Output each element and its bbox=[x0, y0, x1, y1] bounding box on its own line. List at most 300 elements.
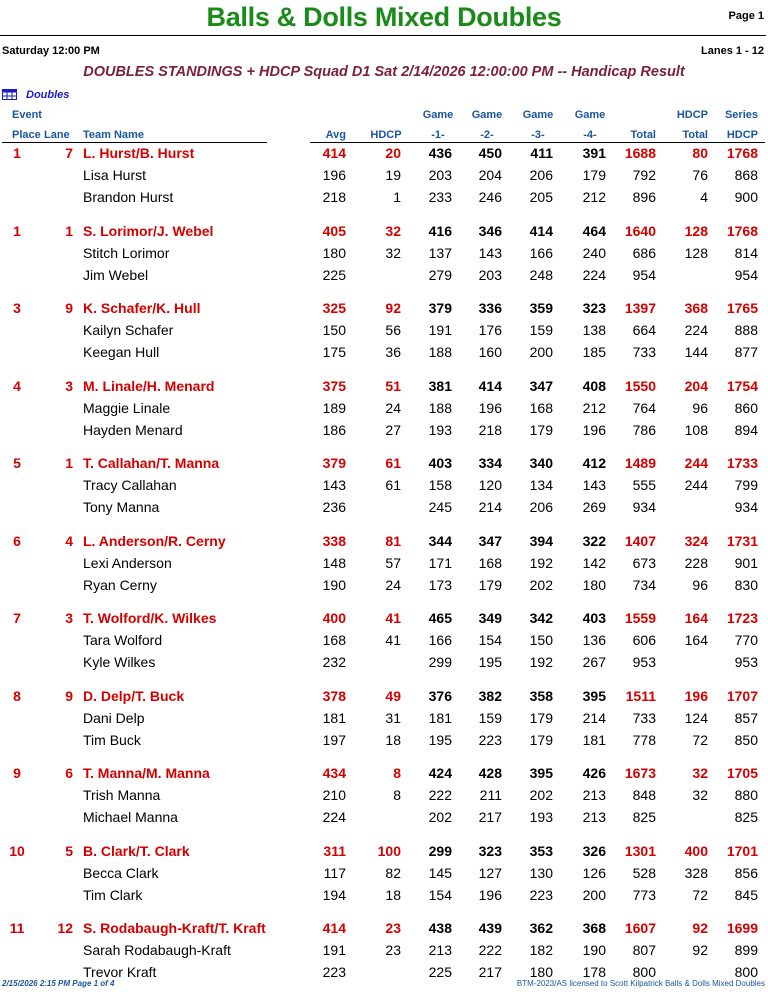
team-block bbox=[0, 455, 768, 532]
bowler-hdcp: 18 bbox=[385, 886, 401, 903]
bowler-row bbox=[0, 422, 768, 444]
bowler-g3: 206 bbox=[529, 167, 553, 183]
col-series-top: Series bbox=[724, 109, 758, 121]
team-g1: 438 bbox=[428, 920, 452, 936]
section-label: Doubles bbox=[26, 89, 70, 101]
column-header-rule bbox=[310, 142, 765, 143]
team-hdcp: 100 bbox=[377, 842, 401, 859]
bowler-hdcp-total: 4 bbox=[700, 189, 708, 205]
bowler-hdcp-total: 228 bbox=[684, 554, 708, 571]
bowler-row bbox=[0, 942, 768, 964]
bowler-g4: 267 bbox=[582, 654, 606, 670]
team-g4: 326 bbox=[582, 842, 606, 859]
team-g2: 439 bbox=[478, 920, 502, 936]
team-hdcp: 32 bbox=[385, 222, 401, 239]
calendar-icon bbox=[2, 89, 17, 100]
bowler-series: 868 bbox=[734, 167, 758, 183]
team-hdcp: 49 bbox=[385, 687, 401, 704]
bowler-row bbox=[0, 400, 768, 422]
bowler-total: 764 bbox=[632, 399, 656, 416]
footer-license: BTM-2023/AS licensed to Scott Kilpatrick Balls & Dolls Mixed Doubles bbox=[516, 979, 765, 988]
team-name: T. Wolford/K. Wilkes bbox=[83, 610, 217, 626]
team-place: 6 bbox=[13, 532, 21, 549]
bowler-g1: 233 bbox=[428, 189, 452, 205]
team-place: 11 bbox=[9, 920, 25, 936]
bowler-g1: 171 bbox=[428, 554, 452, 571]
bowler-g2: 196 bbox=[478, 886, 502, 903]
bowler-name: Jim Webel bbox=[83, 266, 149, 283]
bowler-hdcp-total: 244 bbox=[684, 477, 708, 493]
bowler-g2: 168 bbox=[478, 554, 502, 571]
team-block bbox=[0, 533, 768, 610]
team-block bbox=[0, 378, 768, 455]
bowler-g3: 179 bbox=[529, 709, 553, 726]
team-total: 1673 bbox=[624, 765, 656, 781]
bowler-g1: 193 bbox=[428, 421, 452, 438]
team-place: 9 bbox=[13, 765, 21, 781]
bowler-series: 899 bbox=[734, 942, 758, 958]
team-series: 1707 bbox=[726, 687, 758, 704]
bowler-hdcp-total: 224 bbox=[684, 322, 708, 338]
bowler-avg: 225 bbox=[322, 266, 346, 283]
bowler-g2: 211 bbox=[479, 787, 502, 803]
bowler-g1: 202 bbox=[428, 809, 452, 825]
team-name: D. Delp/T. Buck bbox=[83, 687, 185, 704]
bowler-total: 733 bbox=[632, 709, 656, 726]
bowler-row bbox=[0, 654, 768, 676]
bowler-g3: 168 bbox=[529, 399, 553, 416]
bowler-name: Lisa Hurst bbox=[83, 167, 147, 183]
bowler-hdcp-total: 108 bbox=[684, 421, 708, 438]
team-g2: 450 bbox=[478, 145, 502, 161]
bowler-total: 792 bbox=[632, 167, 656, 183]
bowler-total: 896 bbox=[632, 189, 656, 205]
bowler-g3: 200 bbox=[529, 344, 553, 360]
bowler-g1: 225 bbox=[428, 964, 452, 980]
team-series: 1699 bbox=[726, 920, 758, 936]
bowler-g3: 159 bbox=[529, 322, 553, 338]
bowler-avg: 224 bbox=[322, 809, 346, 825]
team-row bbox=[0, 533, 768, 555]
bowler-total: 953 bbox=[632, 654, 656, 670]
bowler-g2: 143 bbox=[478, 244, 502, 261]
bowler-total: 555 bbox=[632, 477, 656, 493]
team-block bbox=[0, 843, 768, 920]
team-g3: 347 bbox=[529, 377, 553, 394]
team-g3: 394 bbox=[529, 532, 553, 549]
bowler-hdcp-total: 96 bbox=[692, 576, 708, 593]
bowler-g1: 299 bbox=[428, 654, 452, 670]
bowler-g4: 143 bbox=[582, 477, 606, 493]
bowler-g4: 212 bbox=[582, 399, 606, 416]
bowler-g4: 240 bbox=[582, 244, 606, 261]
bowler-total: 807 bbox=[632, 942, 656, 958]
bowler-hdcp-total: 32 bbox=[692, 787, 708, 803]
bowler-g4: 136 bbox=[582, 632, 606, 648]
col-hdcp-total: Total bbox=[682, 129, 708, 141]
team-avg: 414 bbox=[322, 145, 346, 161]
team-hdcp-total: 92 bbox=[692, 920, 708, 936]
team-lane: 3 bbox=[65, 377, 73, 394]
bowler-row bbox=[0, 477, 768, 499]
bowler-g2: 218 bbox=[478, 421, 502, 438]
bowler-total: 934 bbox=[632, 499, 656, 515]
team-series: 1765 bbox=[726, 300, 758, 316]
team-g3: 340 bbox=[529, 455, 553, 471]
bowler-g4: 181 bbox=[582, 731, 606, 748]
lanes-label: Lanes 1 - 12 bbox=[701, 45, 764, 57]
bowler-g4: 212 bbox=[582, 189, 606, 205]
team-lane: 9 bbox=[65, 300, 73, 316]
col-game-4-top: Game bbox=[574, 109, 606, 121]
bowler-series: 814 bbox=[734, 244, 758, 261]
bowler-g2: 246 bbox=[478, 189, 502, 205]
bowler-g3: 205 bbox=[529, 189, 553, 205]
team-g1: 436 bbox=[428, 145, 452, 161]
bowler-row bbox=[0, 555, 768, 577]
footer-print-date: 2/15/2026 2:15 PM Page 1 of 4 bbox=[2, 979, 115, 988]
bowler-g1: 188 bbox=[428, 344, 452, 360]
team-series: 1701 bbox=[726, 842, 758, 859]
team-hdcp-total: 80 bbox=[692, 145, 708, 161]
bowler-hdcp: 56 bbox=[385, 322, 401, 338]
bowler-name: Trish Manna bbox=[83, 787, 161, 803]
bowler-name: Tracy Callahan bbox=[83, 477, 177, 493]
team-g4: 408 bbox=[582, 377, 606, 394]
bowler-hdcp: 27 bbox=[385, 421, 401, 438]
team-g4: 426 bbox=[582, 765, 606, 781]
team-row bbox=[0, 300, 768, 322]
team-row bbox=[0, 765, 768, 787]
bowler-g3: 193 bbox=[529, 809, 553, 825]
bowler-hdcp-total: 76 bbox=[692, 167, 708, 183]
bowler-g3: 150 bbox=[529, 632, 553, 648]
team-series: 1731 bbox=[726, 532, 758, 549]
team-lane: 9 bbox=[65, 687, 73, 704]
bowler-row bbox=[0, 710, 768, 732]
bowler-avg: 175 bbox=[322, 344, 346, 360]
bowler-g4: 213 bbox=[582, 809, 606, 825]
bowler-hdcp-total: 72 bbox=[692, 731, 708, 748]
bowler-g3: 202 bbox=[529, 576, 553, 593]
bowler-hdcp-total: 124 bbox=[684, 709, 708, 726]
bowler-avg: 232 bbox=[322, 654, 346, 670]
team-block bbox=[0, 223, 768, 300]
team-g1: 424 bbox=[428, 765, 452, 781]
bowler-total: 528 bbox=[632, 864, 656, 881]
bowler-g3: 134 bbox=[529, 477, 553, 493]
bowler-total: 800 bbox=[632, 964, 656, 980]
team-avg: 400 bbox=[322, 610, 346, 626]
bowler-name: Lexi Anderson bbox=[83, 554, 172, 571]
bowler-g4: 190 bbox=[582, 942, 606, 958]
col-game-3: -3- bbox=[531, 129, 545, 141]
team-avg: 379 bbox=[322, 455, 346, 471]
team-hdcp: 23 bbox=[385, 920, 401, 936]
bowler-row bbox=[0, 865, 768, 887]
team-g2: 414 bbox=[478, 377, 502, 394]
team-series: 1768 bbox=[726, 222, 758, 239]
bowler-g1: 195 bbox=[428, 731, 452, 748]
bowler-name: Becca Clark bbox=[83, 864, 159, 881]
bowler-g2: 127 bbox=[478, 864, 502, 881]
team-place: 1 bbox=[13, 222, 21, 239]
bowler-hdcp: 8 bbox=[393, 787, 401, 803]
bowler-avg: 143 bbox=[322, 477, 346, 493]
team-total: 1407 bbox=[624, 532, 656, 549]
team-series: 1754 bbox=[726, 377, 758, 394]
bowler-g4: 138 bbox=[582, 322, 606, 338]
team-hdcp: 8 bbox=[393, 765, 401, 781]
team-total: 1397 bbox=[624, 300, 656, 316]
team-name: B. Clark/T. Clark bbox=[83, 842, 190, 859]
bowler-hdcp: 18 bbox=[385, 731, 401, 748]
team-place: 7 bbox=[13, 610, 21, 626]
team-hdcp: 41 bbox=[385, 610, 401, 626]
team-lane: 4 bbox=[65, 532, 73, 549]
team-g4: 412 bbox=[582, 455, 606, 471]
bowler-name: Keegan Hull bbox=[83, 344, 160, 360]
bowler-g4: 213 bbox=[582, 787, 606, 803]
column-header-rule bbox=[2, 142, 267, 143]
team-g3: 359 bbox=[529, 300, 553, 316]
team-g3: 414 bbox=[529, 222, 553, 239]
bowler-g2: 217 bbox=[478, 964, 502, 980]
bowler-g1: 173 bbox=[428, 576, 452, 593]
team-g3: 362 bbox=[529, 920, 553, 936]
bowler-series: 880 bbox=[734, 787, 758, 803]
bowler-avg: 210 bbox=[322, 787, 346, 803]
bowler-series: 900 bbox=[734, 189, 758, 205]
team-row bbox=[0, 610, 768, 632]
team-row bbox=[0, 145, 768, 167]
bowler-g3: 130 bbox=[529, 864, 553, 881]
team-hdcp-total: 196 bbox=[684, 687, 708, 704]
bowler-series: 830 bbox=[734, 576, 758, 593]
col-team-name: Team Name bbox=[83, 129, 144, 141]
bowler-series: 800 bbox=[734, 964, 758, 980]
team-g4: 323 bbox=[582, 300, 606, 316]
bowler-row bbox=[0, 167, 768, 189]
header-divider bbox=[0, 35, 766, 36]
bowler-g1: 145 bbox=[428, 864, 452, 881]
col-game-2-top: Game bbox=[471, 109, 503, 121]
team-lane: 5 bbox=[65, 842, 73, 859]
bowler-row bbox=[0, 809, 768, 831]
bowler-g4: 142 bbox=[582, 554, 606, 571]
bowler-g1: 181 bbox=[428, 709, 452, 726]
team-avg: 434 bbox=[322, 765, 346, 781]
bowler-hdcp: 1 bbox=[393, 189, 401, 205]
bowler-total: 778 bbox=[632, 731, 656, 748]
team-g1: 344 bbox=[428, 532, 452, 549]
bowler-hdcp-total: 72 bbox=[692, 886, 708, 903]
team-g1: 465 bbox=[428, 610, 452, 626]
bowler-hdcp-total: 92 bbox=[692, 942, 708, 958]
bowler-name: Brandon Hurst bbox=[83, 189, 174, 205]
team-block bbox=[0, 688, 768, 765]
bowler-name: Dani Delp bbox=[83, 709, 145, 726]
bowler-g4: 224 bbox=[582, 266, 606, 283]
bowler-series: 845 bbox=[734, 886, 758, 903]
team-g4: 391 bbox=[582, 145, 606, 161]
bowler-g1: 158 bbox=[428, 477, 452, 493]
squad-day-time: Saturday 12:00 PM bbox=[2, 45, 100, 57]
col-game-2: -2- bbox=[480, 129, 494, 141]
bowler-avg: 181 bbox=[322, 709, 346, 726]
bowler-row bbox=[0, 732, 768, 754]
team-g4: 322 bbox=[582, 532, 606, 549]
bowler-total: 773 bbox=[632, 886, 656, 903]
bowler-g2: 204 bbox=[478, 167, 502, 183]
team-name: T. Callahan/T. Manna bbox=[83, 455, 220, 471]
bowler-name: Kyle Wilkes bbox=[83, 654, 156, 670]
bowler-name: Sarah Rodabaugh-Kraft bbox=[83, 942, 231, 958]
bowler-series: 953 bbox=[734, 654, 758, 670]
team-avg: 405 bbox=[322, 222, 346, 239]
bowler-g4: 185 bbox=[582, 344, 606, 360]
bowler-name: Tony Manna bbox=[83, 499, 160, 515]
bowler-g2: 179 bbox=[478, 576, 502, 593]
team-row bbox=[0, 920, 768, 942]
team-row bbox=[0, 688, 768, 710]
bowler-avg: 191 bbox=[322, 942, 346, 958]
bowler-g2: 214 bbox=[478, 499, 502, 515]
bowler-avg: 180 bbox=[322, 244, 346, 261]
team-total: 1489 bbox=[624, 455, 656, 471]
bowler-g4: 178 bbox=[582, 964, 606, 980]
bowler-series: 877 bbox=[734, 344, 758, 360]
bowler-g1: 245 bbox=[428, 499, 452, 515]
team-avg: 375 bbox=[322, 377, 346, 394]
bowler-row bbox=[0, 344, 768, 366]
bowler-g4: 196 bbox=[582, 421, 606, 438]
col-game-1-top: Game bbox=[422, 109, 454, 121]
bowler-total: 734 bbox=[632, 576, 656, 593]
bowler-series: 857 bbox=[734, 709, 758, 726]
bowler-name: Hayden Menard bbox=[83, 421, 183, 438]
team-lane: 7 bbox=[65, 145, 73, 161]
team-g4: 368 bbox=[582, 920, 606, 936]
team-g1: 403 bbox=[428, 455, 452, 471]
bowler-hdcp: 32 bbox=[385, 244, 401, 261]
team-hdcp-total: 400 bbox=[684, 842, 708, 859]
bowler-g3: 192 bbox=[529, 554, 553, 571]
team-g2: 334 bbox=[478, 455, 502, 471]
bowler-g2: 160 bbox=[478, 344, 502, 360]
bowler-total: 954 bbox=[632, 266, 656, 283]
bowler-g1: 279 bbox=[428, 266, 452, 283]
team-hdcp-total: 164 bbox=[684, 610, 708, 626]
bowler-series: 954 bbox=[734, 266, 758, 283]
bowler-series: 888 bbox=[734, 322, 758, 338]
bowler-g3: 166 bbox=[529, 244, 553, 261]
bowler-g2: 120 bbox=[478, 477, 502, 493]
bowler-avg: 168 bbox=[322, 632, 346, 648]
team-total: 1511 bbox=[625, 687, 656, 704]
bowler-g4: 200 bbox=[582, 886, 606, 903]
team-lane: 1 bbox=[65, 222, 73, 239]
bowler-g1: 137 bbox=[428, 244, 452, 261]
team-g1: 416 bbox=[428, 222, 452, 239]
bowler-row bbox=[0, 787, 768, 809]
bowler-avg: 236 bbox=[322, 499, 346, 515]
bowler-g1: 213 bbox=[428, 942, 452, 958]
col-game-3-top: Game bbox=[522, 109, 554, 121]
bowler-row bbox=[0, 322, 768, 344]
team-place: 8 bbox=[13, 687, 21, 704]
team-block bbox=[0, 300, 768, 377]
bowler-total: 606 bbox=[632, 632, 656, 648]
bowler-g4: 179 bbox=[582, 167, 606, 183]
bowler-series: 860 bbox=[734, 399, 758, 416]
bowler-avg: 186 bbox=[322, 421, 346, 438]
team-g3: 411 bbox=[530, 145, 553, 161]
bowler-g2: 195 bbox=[478, 654, 502, 670]
bowler-row bbox=[0, 577, 768, 599]
team-lane: 12 bbox=[57, 920, 73, 936]
col-hdcp-total-top: HDCP bbox=[676, 109, 708, 121]
bowler-hdcp: 31 bbox=[385, 709, 401, 726]
bowler-name: Tara Wolford bbox=[83, 632, 163, 648]
bowler-hdcp-total: 164 bbox=[684, 632, 708, 648]
bowler-name: Ryan Cerny bbox=[83, 576, 157, 593]
bowler-g1: 154 bbox=[428, 886, 452, 903]
col-lane: Lane bbox=[44, 129, 70, 141]
team-series: 1733 bbox=[726, 455, 758, 471]
bowler-total: 786 bbox=[632, 421, 656, 438]
col-total: Total bbox=[630, 129, 656, 141]
bowler-hdcp: 41 bbox=[385, 632, 401, 648]
team-total: 1688 bbox=[624, 145, 656, 161]
bowler-name: Kailyn Schafer bbox=[83, 322, 174, 338]
team-row bbox=[0, 843, 768, 865]
team-row bbox=[0, 378, 768, 400]
team-series: 1768 bbox=[726, 145, 758, 161]
bowler-g1: 222 bbox=[428, 787, 452, 803]
bowler-series: 901 bbox=[734, 554, 758, 571]
bowler-hdcp: 24 bbox=[385, 399, 401, 416]
team-g1: 299 bbox=[428, 842, 452, 859]
bowler-g3: 223 bbox=[529, 886, 553, 903]
team-name: T. Manna/M. Manna bbox=[83, 765, 210, 781]
team-g2: 428 bbox=[478, 765, 502, 781]
team-g2: 349 bbox=[478, 610, 502, 626]
bowler-g3: 192 bbox=[529, 654, 553, 670]
bowler-g3: 179 bbox=[529, 731, 553, 748]
team-g4: 464 bbox=[582, 222, 606, 239]
bowler-g3: 206 bbox=[529, 499, 553, 515]
team-name: S. Lorimor/J. Webel bbox=[83, 222, 214, 239]
team-hdcp-total: 32 bbox=[692, 765, 708, 781]
bowler-avg: 117 bbox=[323, 864, 346, 881]
team-total: 1640 bbox=[624, 222, 656, 239]
bowler-avg: 194 bbox=[322, 886, 346, 903]
team-place: 1 bbox=[13, 145, 21, 161]
page-number: Page 1 bbox=[728, 10, 764, 22]
bowler-g3: 248 bbox=[529, 266, 553, 283]
team-name: K. Schafer/K. Hull bbox=[83, 300, 201, 316]
bowler-total: 825 bbox=[632, 809, 656, 825]
bowler-name: Stitch Lorimor bbox=[83, 244, 170, 261]
team-place: 5 bbox=[13, 455, 21, 471]
bowler-hdcp: 19 bbox=[385, 167, 401, 183]
bowler-g2: 222 bbox=[478, 942, 502, 958]
team-lane: 6 bbox=[65, 765, 73, 781]
bowler-avg: 197 bbox=[322, 731, 346, 748]
team-hdcp: 81 bbox=[385, 532, 401, 549]
bowler-row bbox=[0, 887, 768, 909]
